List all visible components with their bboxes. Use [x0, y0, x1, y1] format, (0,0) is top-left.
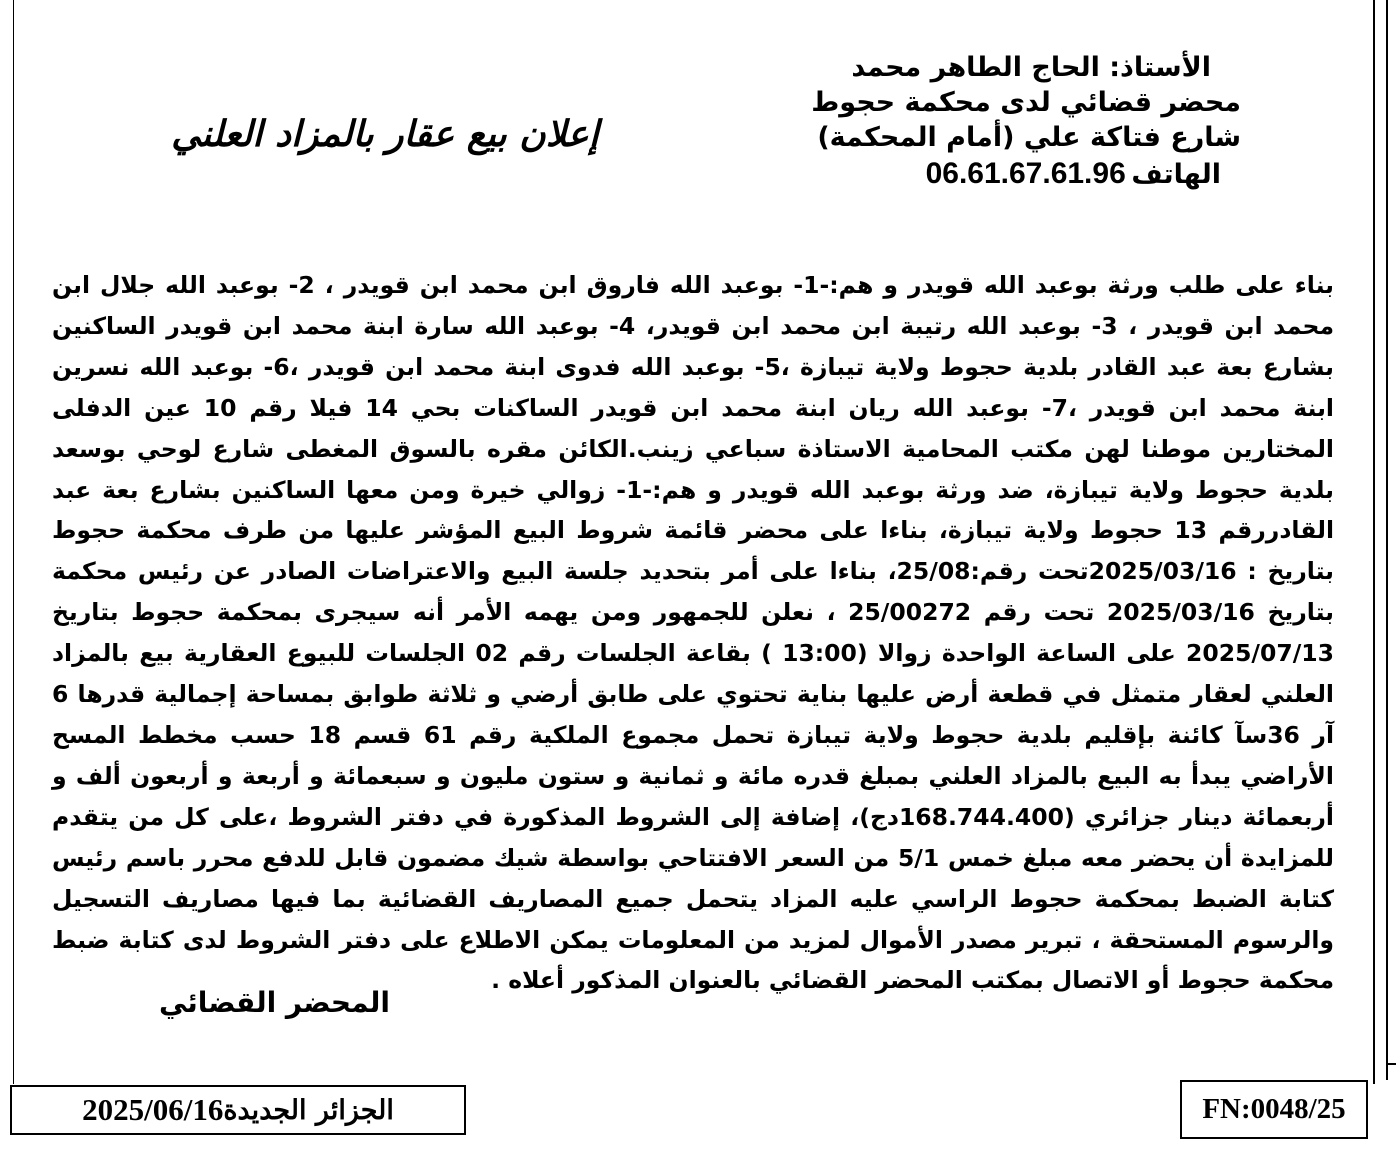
bailiff-address: شارع فتاكة علي (أمام المحكمة)	[817, 122, 1241, 153]
bailiff-header	[801, 50, 1241, 191]
bailiff-title: محضر قضائي لدى محكمة حجوط	[811, 87, 1241, 118]
newspaper-box	[10, 1085, 466, 1135]
publication-date: 2025/06/16	[82, 1092, 224, 1127]
signature: المحضر القضائي	[158, 986, 390, 1019]
page-edge-line	[1386, 0, 1388, 1080]
phone-number: 06.61.67.61.96	[925, 157, 1126, 190]
bailiff-name: الأستاذ: الحاج الطاهر محمد	[851, 52, 1211, 83]
page-edge-tick	[1386, 1063, 1396, 1065]
announcement-body: بناء على طلب ورثة بوعبد الله قويدر و هم:-1- بوعبد الله فاروق ابن محمد ابن قويدر ، 2- بوعبد الله جلال ابن محمد ابن قويدر ، 3- بوعبد الله رتيبة ابن محمد ابن قويدر، 4- بوعبد الله سارة ابنة محمد ابن قويدر الساكنين بشارع بعة عبد القادر بلدية حجوط ولاية تيبازة ،5- بوعبد الله فدوى ابنة محمد ابن قويدر ،6- بوعبد الله نسرين ابنة محمد ابن قويدر ،7- بوعبد الله ريان ابنة محمد ابن قويدر الساكنات بحي 14 فيلا رقم 10 عين الدفلى المختارين موطنا لهن مكتب المحامية الاستاذة سباعي زينب.الكائن مقره بالسوق المغطى شارع لوحي بوسعد بلدية حجوط ولاية تيبازة، ضد ورثة بوعبد الله قويدر و هم:-1- زوالي خيرة ومن معها الساكنين بشارع بعة عبد القادررقم 13 حجوط ولاية تيبازة، بناءا على محضر قائمة شروط البيع المؤشر عليها من طرف محكمة حجوط بتاريخ : 2025/03/16تحت رقم:25/08، بناءا على أمر بتحديد جلسة البيع والاعتراضات الصادر عن رئيس محكمة بتاريخ 2025/03/16 تحت رقم 25/00272 ، نعلن للجمهور ومن يهمه الأمر أنه سيجرى بمحكمة حجوط بتاريخ 2025/07/13 على الساعة الواحدة زوالا (13:00 ) بقاعة الجلسات رقم 02 الجلسات للبيوع العقارية بيع بالمزاد العلني لعقار متمثل في قطعة أرض عليها بناية تحتوي على طابق أرضي و ثلاثة طوابق بمساحة إجمالية قدرها 6 آر 36سآ كائنة بإقليم بلدية حجوط ولاية تيبازة تحمل مجموع الملكية رقم 61 قسم 18 حسب مخطط المسح الأراضي يبدأ به البيع بالمزاد العلني بمبلغ قدره مائة و ثمانية و ستون مليون و سبعمائة و أربعة و أربعون ألف و أربعمائة دينار جزائري (168.744.400دج)، إضافة إلى الشروط المذكورة في دفتر الشروط ،على كل من يتقدم للمزايدة أن يحضر معه مبلغ خمس 5/1 من السعر الافتتاحي بواسطة شيك مضمون قابل للدفع محرر باسم رئيس كتابة الضبط بمحكمة حجوط الراسي عليه المزاد يتحمل جميع المصاريف القضائية بما فيها مصاريف التسجيل والرسوم المستحقة ، تبرير مصدر الأموال لمزيد من المعلومات يمكن الاطلاع على دفتر الشروط لدى كتابة ضبط محكمة حجوط أو الاتصال بمكتب المحضر القضائي بالعنوان المذكور أعلاه .	[52, 271, 1335, 995]
announcement-title: إعلان بيع عقار بالمزاد العلني	[171, 114, 599, 155]
newspaper-name: الجزائر الجديدة	[223, 1094, 394, 1126]
phone-row	[801, 157, 1241, 191]
reference-box	[1180, 1080, 1368, 1139]
phone-label: الهاتف	[1131, 159, 1221, 190]
reference-number: FN:0048/25	[1202, 1093, 1346, 1125]
